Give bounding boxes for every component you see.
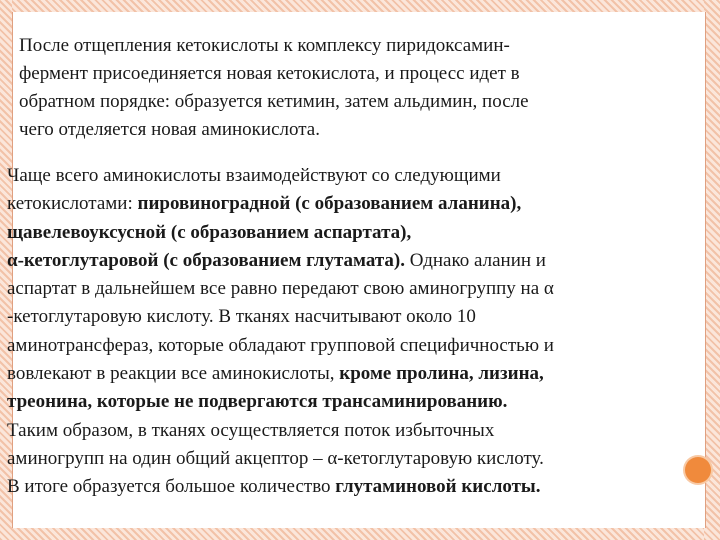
- bold-run: щавелевоуксусной (с образованием аспартата),: [7, 221, 412, 243]
- paragraph2-line: [7, 219, 707, 247]
- paragraph1-line: чего отделяется новая аминокислота.: [19, 119, 320, 140]
- paragraph2-line: Чаще всего аминокислоты взаимодействуют со следующими: [7, 165, 501, 186]
- paragraph2-line: [7, 388, 707, 416]
- decorative-frame-top: [0, 0, 720, 12]
- bold-run: пировиноградной (с образованием аланина),: [137, 193, 522, 215]
- paragraph2-line: [7, 473, 707, 501]
- paragraph2-line: Таким образом, в тканях осуществляется поток избыточных: [7, 419, 495, 441]
- text-run: В итоге образуется большое количество: [7, 476, 336, 498]
- accent-dot-icon: [685, 457, 711, 483]
- text-run: Однако аланин и: [405, 249, 546, 271]
- paragraph1-line: фермент присоединяется новая кетокислота, и процесс идет в: [19, 63, 520, 84]
- paragraph1-line: После отщепления кетокислоты к комплексу пиридоксамин-: [19, 35, 510, 56]
- text-run: вовлекают в реакции все аминокислоты,: [7, 363, 340, 385]
- bold-run: кроме пролина, лизина,: [339, 363, 544, 385]
- paragraph2-line: [7, 190, 707, 218]
- decorative-frame-bottom: [0, 528, 720, 540]
- bold-run: α-кетоглутаровой (с образованием глутамата).: [7, 249, 405, 271]
- paragraph1-line: обратном порядке: образуется кетимин, затем альдимин, после: [19, 91, 529, 112]
- paragraph2-line: [7, 247, 707, 275]
- paragraph2-line: аспартат в дальнейшем все равно передают свою аминогруппу на α: [7, 278, 554, 300]
- paragraph2-line: аминотрансфераз, которые обладают групповой специфичностью и: [7, 334, 554, 356]
- paragraph2-line: аминогрупп на один общий акцептор – α-кетоглутаровую кислоту.: [7, 447, 544, 469]
- paragraph-transamination-reverse: [19, 32, 659, 144]
- text-run: кетокислотами:: [7, 193, 138, 215]
- bold-run: треонина, которые не подвергаются трансаминированию.: [7, 391, 508, 413]
- paragraph2-line: [7, 360, 707, 388]
- slide-content: [7, 12, 706, 528]
- bold-run: глутаминовой кислоты.: [335, 476, 541, 498]
- paragraph-ketoacids: [7, 162, 707, 502]
- paragraph2-line: -кетоглутаровую кислоту. В тканях насчитывают около 10: [7, 306, 476, 328]
